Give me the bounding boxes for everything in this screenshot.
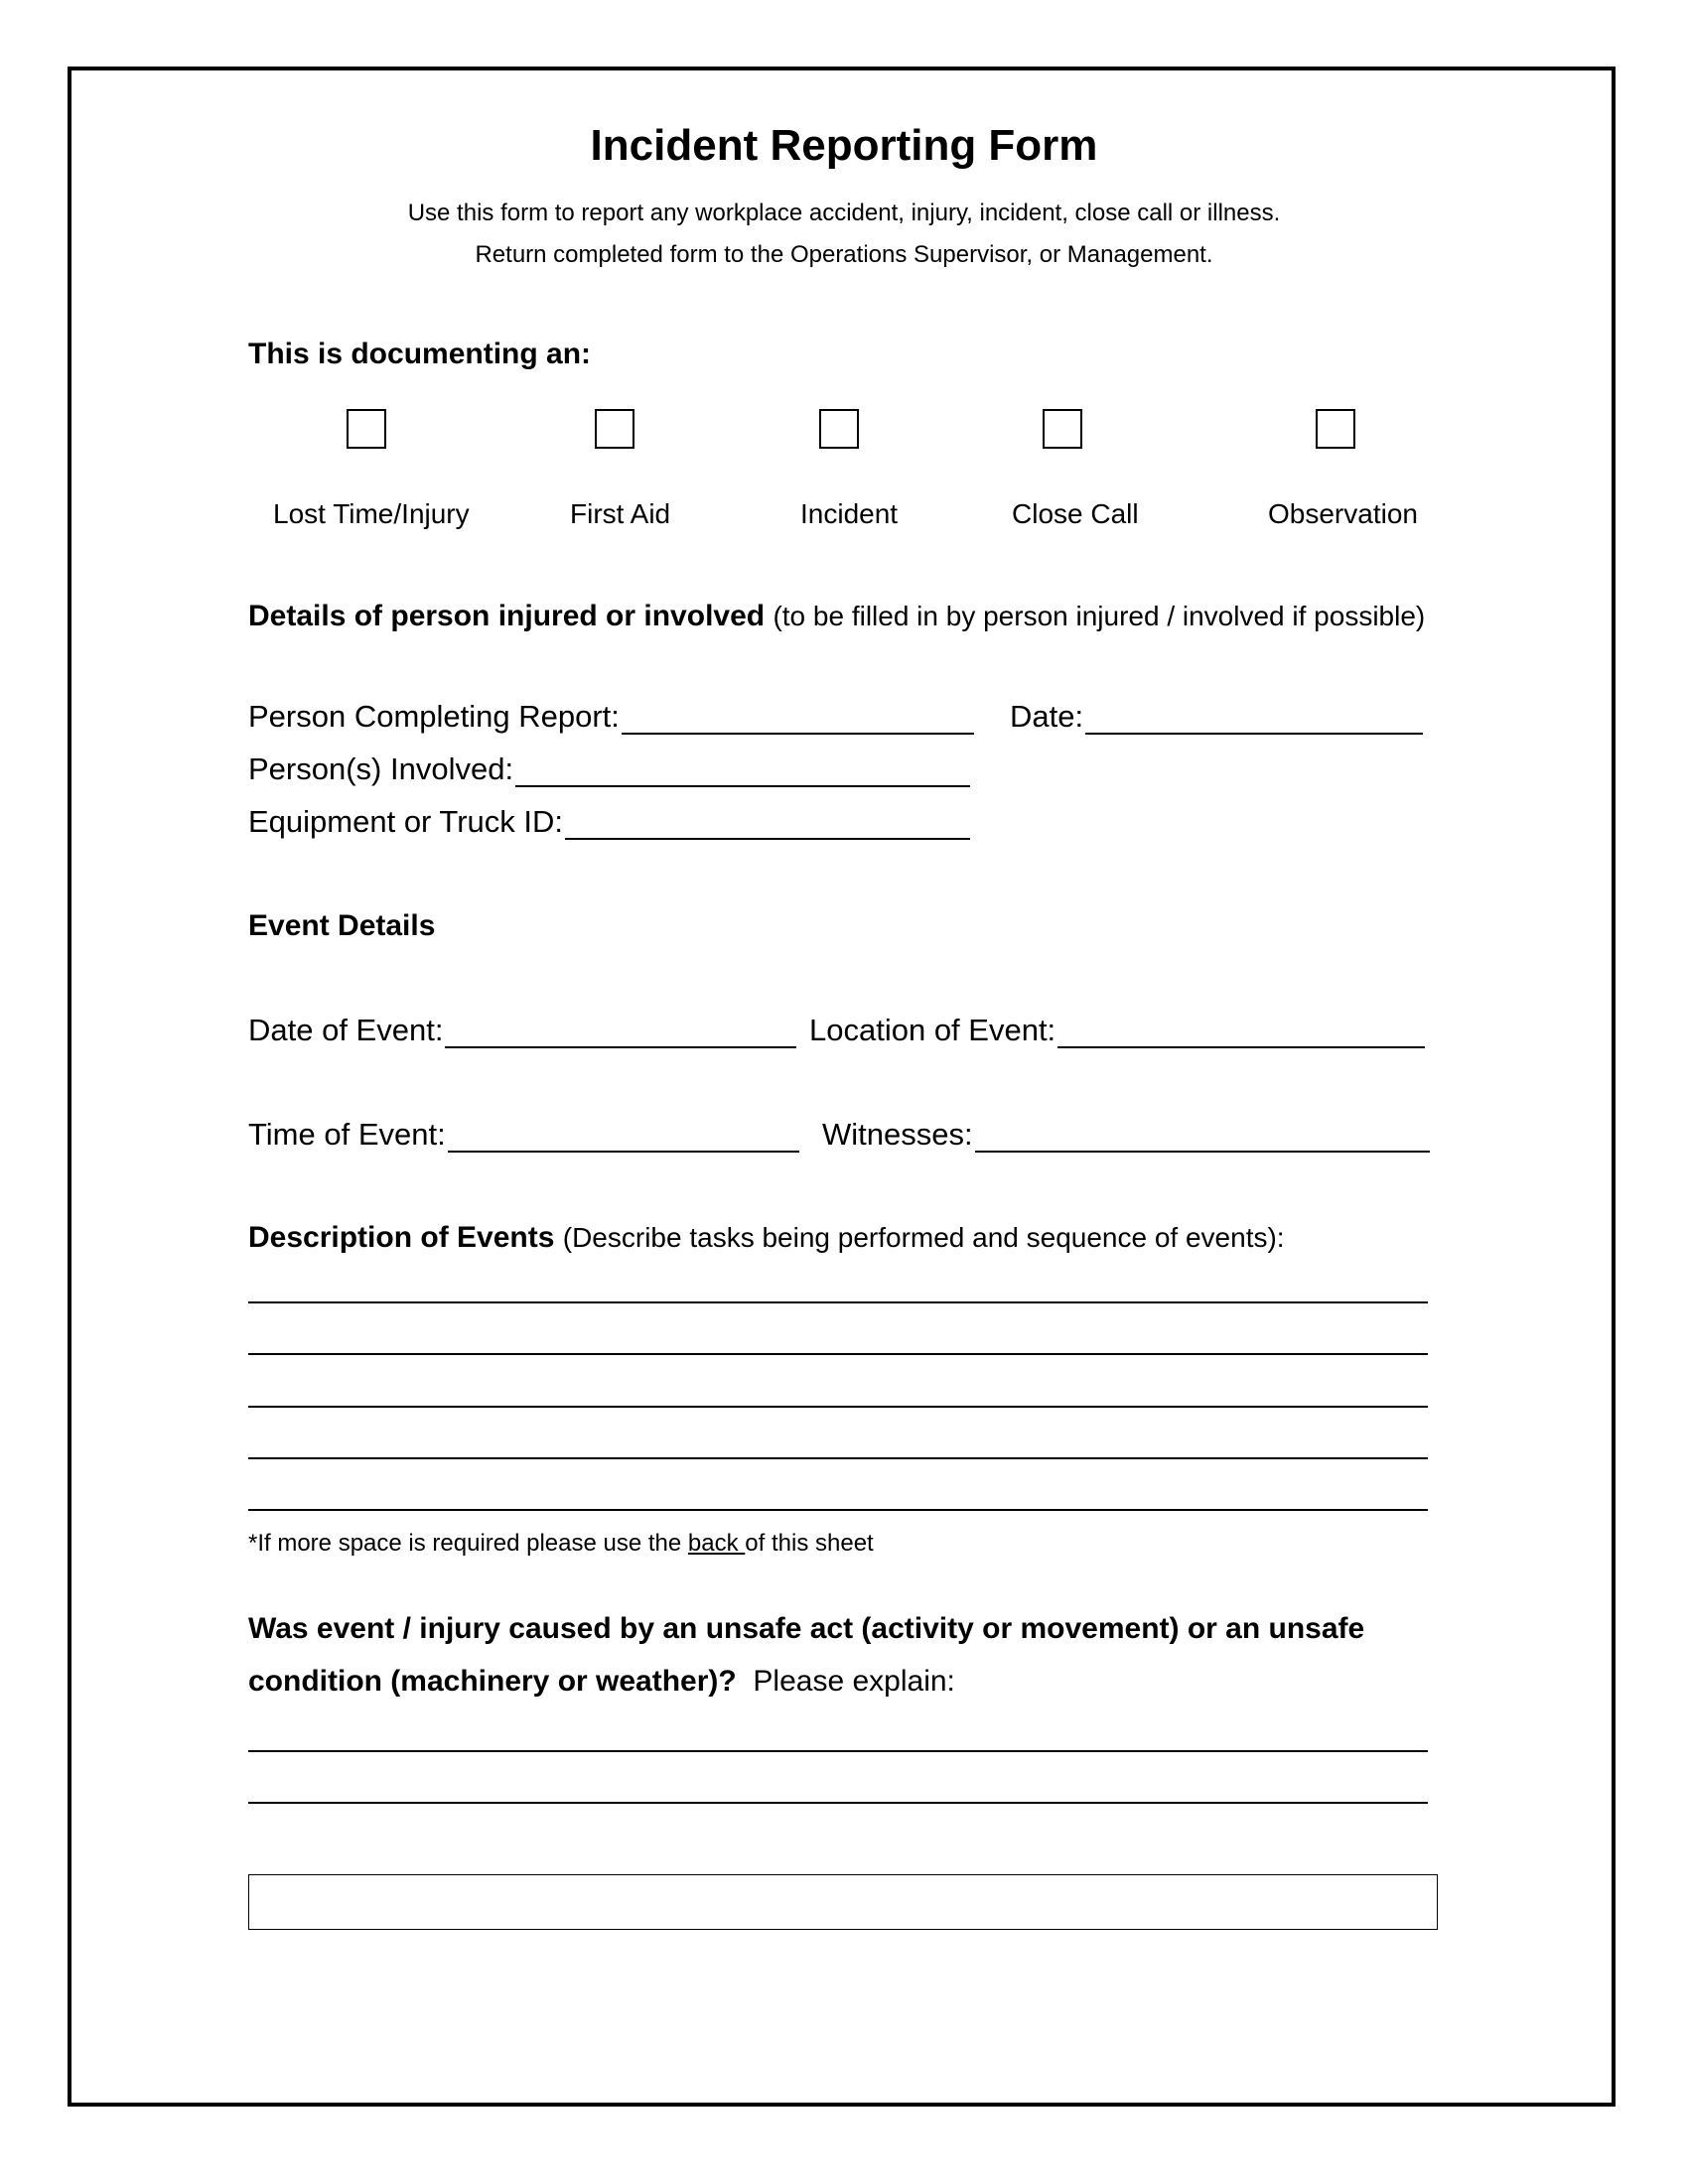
description-heading-bold: Description of Events: [248, 1221, 555, 1254]
witnesses-field[interactable]: [975, 1121, 1430, 1153]
description-line-4[interactable]: [248, 1457, 1428, 1459]
location-of-event-field[interactable]: [1057, 1017, 1425, 1048]
equipment-field[interactable]: [565, 808, 970, 840]
witnesses-row: [822, 1117, 1430, 1153]
checkbox-observation[interactable]: [1316, 409, 1355, 449]
option-label-close-call: Close Call: [1012, 498, 1139, 529]
option-label-first-aid: First Aid: [570, 498, 671, 529]
explain-line-1[interactable]: [248, 1750, 1428, 1752]
equipment-label: Equipment or Truck ID:: [248, 804, 564, 839]
person-completing-field[interactable]: [622, 703, 974, 735]
form-title: Incident Reporting Form: [590, 121, 1098, 170]
time-of-event-row: [248, 1117, 799, 1153]
cause-question-line2: condition (machinery or weather)?: [248, 1665, 737, 1698]
location-of-event-row: [809, 1013, 1425, 1048]
cause-question-line1: Was event / injury caused by an unsafe act (activity or movement) or an unsafe: [248, 1612, 1365, 1645]
persons-involved-row: [248, 751, 970, 787]
persons-involved-field[interactable]: [515, 755, 970, 787]
checkbox-incident[interactable]: [819, 409, 859, 449]
date-of-event-label: Date of Event:: [248, 1013, 444, 1047]
date-of-event-row: [248, 1013, 796, 1048]
date-label: Date:: [1010, 699, 1084, 734]
description-heading: [248, 1221, 1285, 1255]
cause-question-line2-row: [248, 1665, 955, 1699]
location-of-event-label: Location of Event:: [809, 1013, 1056, 1047]
time-of-event-field[interactable]: [448, 1121, 799, 1153]
person-completing-label: Person Completing Report:: [248, 699, 620, 734]
option-label-lost-time-injury: Lost Time/Injury: [273, 498, 470, 529]
explain-line-2[interactable]: [248, 1802, 1428, 1804]
note-prefix: *If more space is required please use the: [248, 1530, 688, 1557]
checkbox-first-aid[interactable]: [595, 409, 634, 449]
equipment-row: [248, 804, 970, 840]
option-label-incident: Incident: [800, 498, 899, 529]
persons-involved-label: Person(s) Involved:: [248, 751, 514, 786]
date-of-event-field[interactable]: [445, 1017, 796, 1048]
description-line-2[interactable]: [248, 1353, 1428, 1355]
details-heading-bold: Details of person injured or involved: [248, 600, 766, 632]
documenting-heading: This is documenting an:: [248, 338, 592, 370]
bottom-text-box[interactable]: [248, 1874, 1438, 1930]
witnesses-label: Witnesses:: [822, 1117, 973, 1152]
date-field[interactable]: [1085, 703, 1423, 735]
note-suffix: of this sheet: [745, 1530, 874, 1557]
form-subtitle-line1: Use this form to report any workplace accident, injury, incident, close call or illness.: [407, 200, 1281, 226]
event-details-heading: Event Details: [248, 909, 436, 942]
time-of-event-label: Time of Event:: [248, 1117, 446, 1152]
please-explain-label: Please explain:: [753, 1665, 955, 1698]
note-back-link: back: [687, 1530, 746, 1557]
more-space-note: [248, 1530, 874, 1558]
page-border: [68, 67, 1616, 2107]
form-subtitle-line2: Return completed form to the Operations Supervisor, or Management.: [475, 241, 1213, 268]
details-heading-note: (to be filled in by person injured / involved if possible): [773, 601, 1426, 631]
person-completing-row: [248, 699, 974, 735]
description-line-5[interactable]: [248, 1509, 1428, 1511]
checkbox-lost-time-injury[interactable]: [347, 409, 386, 449]
description-line-3[interactable]: [248, 1406, 1428, 1408]
option-label-observation: Observation: [1268, 498, 1418, 529]
description-heading-note: (Describe tasks being performed and sequence of events):: [562, 1222, 1285, 1253]
details-heading: [248, 600, 1425, 633]
description-line-1[interactable]: [248, 1301, 1428, 1303]
date-row: [1010, 699, 1423, 735]
checkbox-close-call[interactable]: [1043, 409, 1082, 449]
